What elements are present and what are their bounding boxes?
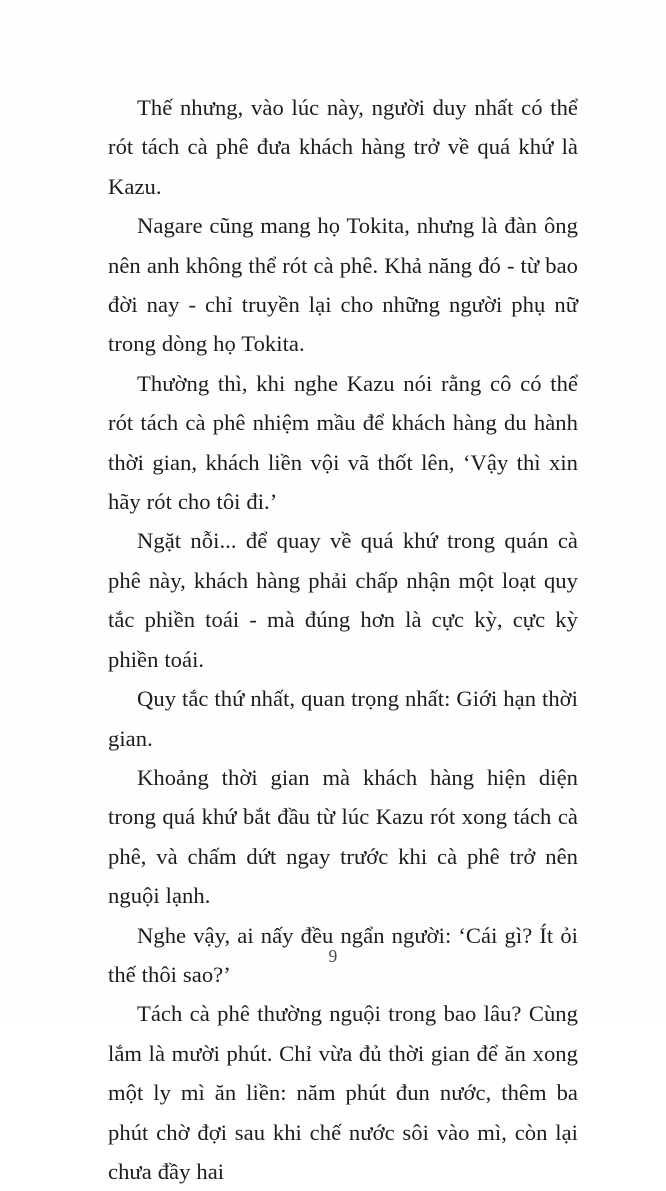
paragraph: Thế nhưng, vào lúc này, người duy nhất có thể rót tách cà phê đưa khách hàng trở về quá khứ là Kazu. — [108, 95, 578, 199]
paragraph: Quy tắc thứ nhất, quan trọng nhất: Giới hạn thời gian. — [108, 686, 578, 751]
paragraph: Khoảng thời gian mà khách hàng hiện diện trong quá khứ bắt đầu từ lúc Kazu rót xong tách cà phê, và chấm dứt ngay trước khi cà phê trở nên nguội lạnh. — [108, 764, 578, 909]
paragraph: Tách cà phê thường nguội trong bao lâu? Cùng lắm là mười phút. Chỉ vừa đủ thời gian để ăn xong một ly mì ăn liền: năm phút đun nước, thêm ba phút chờ đợi sau khi chế nước sôi vào mì, còn lại chưa đầy hai — [108, 1001, 578, 1184]
page-text-block — [108, 88, 578, 1191]
paragraph: Nagare cũng mang họ Tokita, nhưng là đàn ông nên anh không thể rót cà phê. Khả năng đó - từ bao đời nay - chỉ truyền lại cho những người phụ nữ trong dòng họ Tokita. — [108, 213, 578, 357]
page-number: 9 — [328, 946, 338, 966]
paragraph: Thường thì, khi nghe Kazu nói rằng cô có thể rót tách cà phê nhiệm mầu để khách hàng du hành thời gian, khách liền vội vã thốt lên, ‘Vậy thì xin hãy rót cho tôi đi.’ — [108, 370, 578, 515]
paragraph: Ngặt nỗi... để quay về quá khứ trong quán cà phê này, khách hàng phải chấp nhận một loạt quy tắc phiền toái - mà đúng hơn là cực kỳ, cực kỳ phiền toái. — [108, 528, 578, 672]
paragraph: Nghe vậy, ai nấy đều ngẩn người: ‘Cái gì? Ít ỏi thế thôi sao?’ — [108, 922, 578, 987]
